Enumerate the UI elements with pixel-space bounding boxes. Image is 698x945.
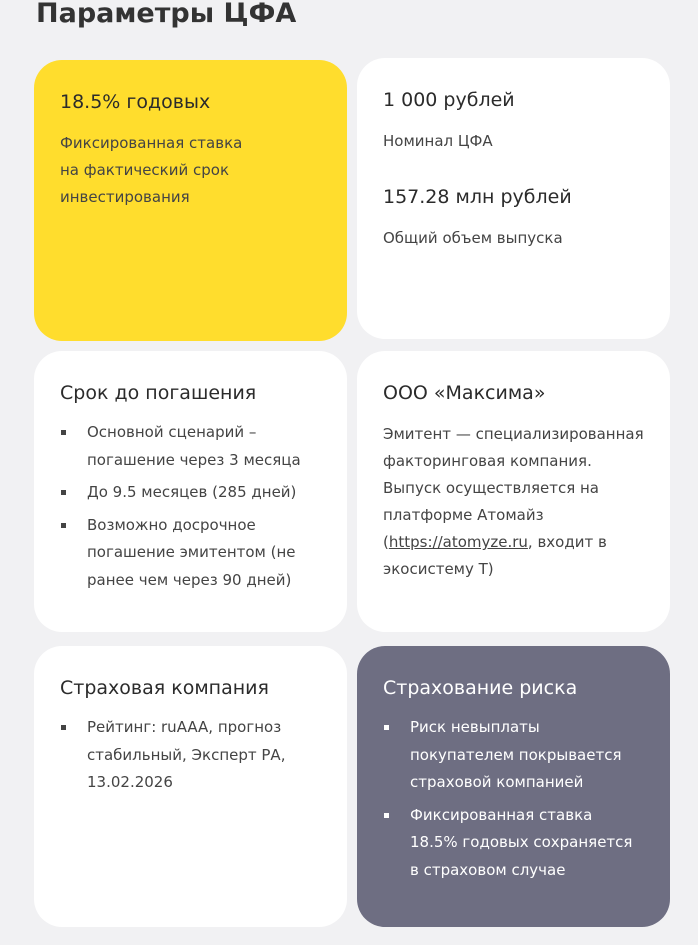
rate-heading: 18.5% годовых xyxy=(60,91,211,113)
issuer-heading: ООО «Максима» xyxy=(383,382,546,404)
risk-card xyxy=(357,646,670,927)
issuer-text-before: Эмитент — специализированная факторинговая компания. Выпуск осуществляется на платформе Атомайз ( xyxy=(383,425,644,551)
nominal-value: 1 000 рублей xyxy=(383,89,515,111)
insurer-list xyxy=(60,714,321,797)
nominal-label: Номинал ЦФА xyxy=(383,132,493,150)
list-item: Риск невыплаты покупателем покрывается страховой компанией xyxy=(383,714,644,797)
issuer-card xyxy=(357,351,670,632)
issuer-description xyxy=(383,421,644,583)
volume-value: 157.28 млн рублей xyxy=(383,186,572,208)
rate-card xyxy=(34,60,347,341)
list-item: До 9.5 месяцев (285 дней) xyxy=(60,479,321,507)
rate-description xyxy=(60,130,321,211)
list-item: Рейтинг: ruAAA, прогноз стабильный, Эксперт РА, 13.02.2026 xyxy=(60,714,321,797)
maturity-list xyxy=(60,419,321,594)
maturity-card xyxy=(34,351,347,632)
maturity-heading: Срок до погашения xyxy=(60,382,257,404)
risk-heading: Страхование риска xyxy=(383,677,578,699)
nominal-card xyxy=(357,58,670,339)
insurer-card xyxy=(34,646,347,927)
rate-line-1: Фиксированная ставка xyxy=(60,134,243,152)
atomyze-link[interactable]: https://atomyze.ru xyxy=(388,533,528,551)
issuer-text-after: , входит в экосистему Т) xyxy=(383,533,607,578)
rate-line-2: на фактический срок xyxy=(60,161,229,179)
page-title: Параметры ЦФА xyxy=(36,0,297,29)
list-item: Фиксированная ставка 18.5% годовых сохраняется в страховом случае xyxy=(383,802,644,885)
insurer-heading: Страховая компания xyxy=(60,677,269,699)
rate-line-3: инвестирования xyxy=(60,188,190,206)
volume-label: Общий объем выпуска xyxy=(383,229,563,247)
list-item: Основной сценарий – погашение через 3 месяца xyxy=(60,419,321,474)
list-item: Возможно досрочное погашение эмитентом (не ранее чем через 90 дней) xyxy=(60,512,321,595)
risk-list xyxy=(383,714,644,884)
